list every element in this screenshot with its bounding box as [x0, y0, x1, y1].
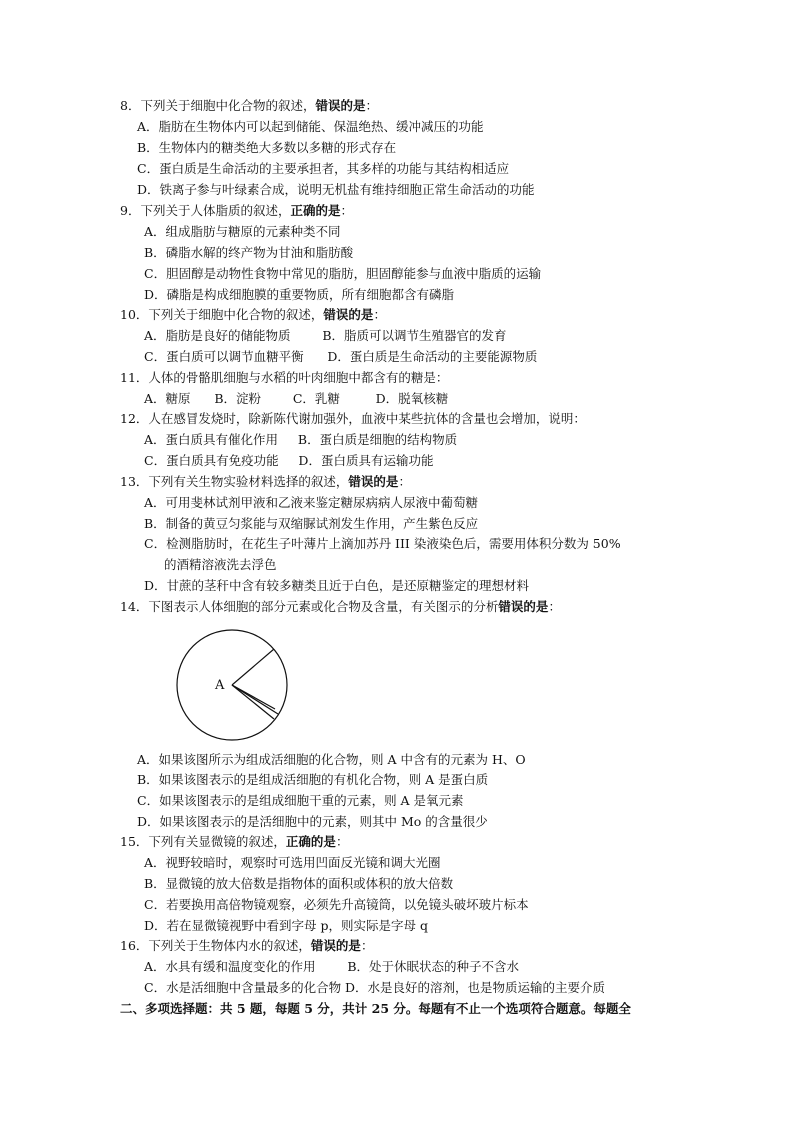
q13-option-b: B．制备的黄豆匀浆能与双缩脲试剂发生作用，产生紫色反应 [144, 516, 479, 531]
q14-pie-figure [168, 628, 298, 744]
q13-option-c: C．检测脂肪时，在花生子叶薄片上滴加苏丹 III 染液染色后，需要用体积分数为 50% [144, 536, 621, 551]
pie-radius-1 [232, 649, 274, 685]
q9-option-d: D．磷脂是构成细胞膜的重要物质，所有细胞都含有磷脂 [144, 287, 455, 302]
q10-options-row-1: A．脂肪是良好的储能物质 B．脂质可以调节生殖器官的发育 [144, 328, 507, 343]
q16-options-row-2: C．水是活细胞中含量最多的化合物 D．水是良好的溶剂，也是物质运输的主要介质 [144, 980, 606, 995]
q10-options-row-2: C．蛋白质可以调节血糖平衡 D．蛋白质是生命活动的主要能源物质 [144, 349, 538, 364]
q12-options-row-1: A．蛋白质具有催化作用 B．蛋白质是细胞的结构物质 [144, 432, 458, 447]
q9-option-a: A．组成脂肪与糖原的元素种类不同 [144, 224, 341, 239]
q9-option-c: C．胆固醇是动物性食物中常见的脂肪，胆固醇能参与血液中脂质的运输 [144, 266, 542, 281]
q15-option-a: A．视野较暗时，观察时可选用凹面反光镜和调大光圈 [144, 855, 441, 870]
q12-stem: 12．人在感冒发烧时，除新陈代谢加强外，血液中某些抗体的含量也会增加，说明： [120, 411, 586, 426]
q15-emphasis: 正确的是 [285, 834, 336, 849]
pie-label-a: A [215, 678, 225, 693]
q15-option-d: D．若在显微镜视野中看到字母 p，则实际是字母 q [144, 918, 428, 933]
q14-option-d: D．如果该图表示的是活细胞中的元素，则其中 Mo 的含量很少 [137, 814, 488, 829]
q16-options-row-1: A．水具有缓和温度变化的作用 B．处于休眠状态的种子不含水 [144, 959, 520, 974]
q15-option-b: B．显微镜的放大倍数是指物体的面积或体积的放大倍数 [144, 876, 454, 891]
q8-option-a: A．脂肪在生物体内可以起到储能、保温绝热、缓冲减压的功能 [137, 119, 484, 134]
q9-option-b: B．磷脂水解的终产物为甘油和脂肪酸 [144, 245, 354, 260]
q8-emphasis: 错误的是 [315, 98, 366, 113]
q13-emphasis: 错误的是 [348, 474, 399, 489]
q14-emphasis: 错误的是 [498, 599, 549, 614]
q14-option-a: A．如果该图所示为组成活细胞的化合物，则 A 中含有的元素为 H、O [137, 752, 526, 767]
q13-option-a: A．可用斐林试剂甲液和乙液来鉴定糖尿病病人尿液中葡萄糖 [144, 495, 479, 510]
q8-option-b: B．生物体内的糖类绝大多数以多糖的形式存在 [137, 140, 397, 155]
q15-option-c: C．若要换用高倍物镜观察，必须先升高镜筒，以免镜头破坏玻片标本 [144, 897, 529, 912]
q9-stem: 9．下列关于人体脂质的叙述，正确的是： [120, 203, 353, 218]
q11-options-row: A．糖原 B．淀粉 C．乳糖 D．脱氧核糖 [144, 391, 449, 406]
q12-options-row-2: C．蛋白质具有免疫功能 D．蛋白质具有运输功能 [144, 453, 434, 468]
q13-option-c-continued: 的酒精溶液洗去浮色 [164, 557, 277, 572]
q8-stem: 8．下列关于细胞中化合物的叙述，错误的是： [120, 98, 378, 113]
q9-emphasis: 正确的是 [290, 203, 341, 218]
q8-option-c: C．蛋白质是生命活动的主要承担者，其多样的功能与其结构相适应 [137, 161, 510, 176]
q13-option-d: D．甘蔗的茎秆中含有较多糖类且近于白色，是还原糖鉴定的理想材料 [144, 578, 530, 593]
q13-stem: 13．下列有关生物实验材料选择的叙述，错误的是： [120, 474, 411, 489]
section-2-heading: 二、多项选择题：共 5 题，每题 5 分，共计 25 分。每题有不止一个选项符合题意。每题全 [120, 1001, 631, 1016]
q14-stem: 14．下图表示人体细胞的部分元素或化合物及含量，有关图示的分析错误的是： [120, 599, 561, 614]
q14-option-b: B．如果该图表示的是组成活细胞的有机化合物，则 A 是蛋白质 [137, 772, 489, 787]
q10-emphasis: 错误的是 [323, 307, 374, 322]
q16-stem: 16．下列关于生物体内水的叙述，错误的是： [120, 938, 374, 953]
pie-radius-4 [232, 685, 274, 719]
q16-emphasis: 错误的是 [310, 938, 361, 953]
q8-option-d: D．铁离子参与叶绿素合成，说明无机盐有维持细胞正常生命活动的功能 [137, 182, 535, 197]
q15-stem: 15．下列有关显微镜的叙述，正确的是： [120, 834, 349, 849]
q10-stem: 10．下列关于细胞中化合物的叙述，错误的是： [120, 307, 386, 322]
q14-option-c: C．如果该图表示的是组成细胞干重的元素，则 A 是氧元素 [137, 793, 464, 808]
q11-stem: 11．人体的骨骼肌细胞与水稻的叶肉细胞中都含有的糖是： [120, 370, 449, 385]
pie-radius-3 [232, 685, 278, 714]
